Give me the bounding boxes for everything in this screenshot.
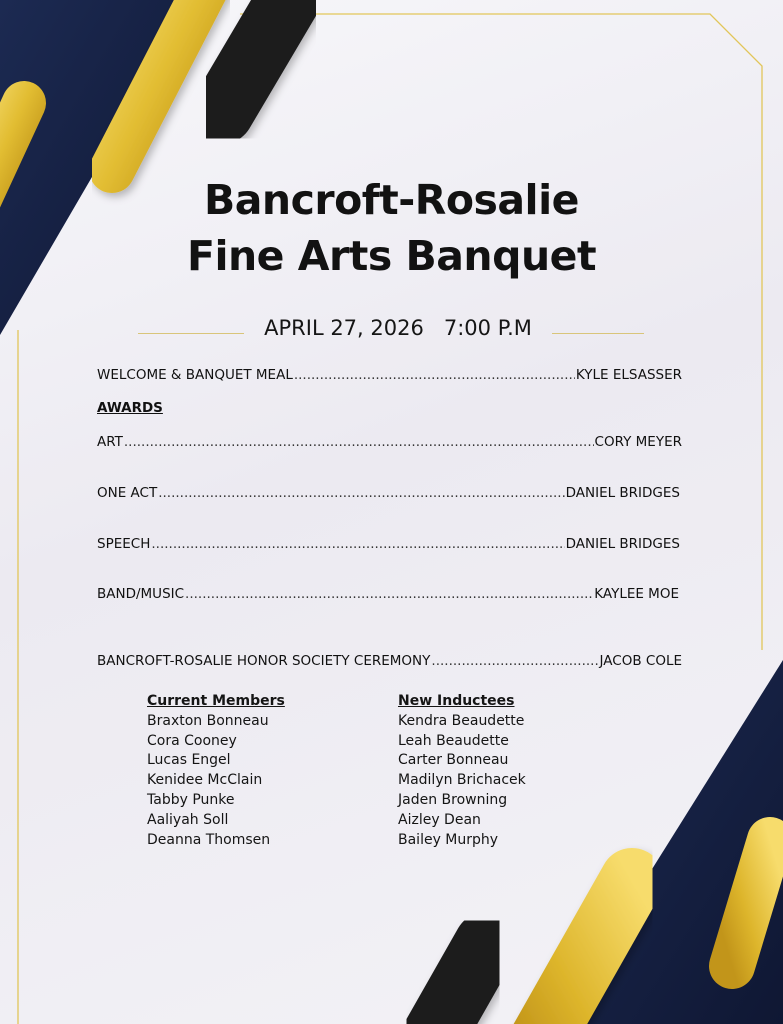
- program-item-name: DANIEL BRIDGES: [565, 536, 680, 552]
- new-inductees-list: [398, 692, 526, 850]
- new-inductees-heading: New Inductees: [398, 693, 515, 709]
- date-divider-right: [552, 333, 644, 334]
- program-item-name: KAYLEE MOE: [594, 586, 679, 602]
- program-item-name: KYLE ELSASSER: [575, 367, 682, 383]
- member-name: Tabby Punke: [147, 791, 235, 808]
- program-item-label: ART: [97, 434, 123, 450]
- program-item-name: JACOB COLE: [599, 653, 682, 669]
- current-members-heading: Current Members: [147, 693, 285, 709]
- inductee-name: Bailey Murphy: [398, 831, 499, 848]
- dot-leader: [185, 586, 593, 602]
- inductee-name: Carter Bonneau: [398, 752, 509, 769]
- member-name: Lucas Engel: [147, 752, 231, 769]
- program-item-name: DANIEL BRIDGES: [565, 485, 680, 501]
- awards-heading: AWARDS: [97, 400, 163, 416]
- program-item-name: CORY MEYER: [594, 434, 682, 450]
- program-item-label: BAND/MUSIC: [97, 586, 185, 602]
- inductee-name: Leah Beaudette: [398, 732, 509, 749]
- date-divider-left: [138, 333, 244, 334]
- date-row: [0, 316, 783, 350]
- dot-leader: [158, 485, 564, 501]
- program-row-band-music: [97, 586, 679, 602]
- program-item-label: WELCOME & BANQUET MEAL: [97, 367, 293, 383]
- member-name: Braxton Bonneau: [147, 712, 269, 729]
- title-line-2: Fine Arts Banquet: [186, 232, 597, 280]
- program-row-honor-society: [97, 653, 682, 669]
- member-name: Cora Cooney: [147, 732, 237, 749]
- title-line-1: Bancroft-Rosalie: [204, 176, 579, 224]
- member-name: Deanna Thomsen: [147, 831, 271, 848]
- inductee-name: Aizley Dean: [398, 811, 481, 828]
- program-row-art: [97, 434, 682, 450]
- program-item-label: BANCROFT-ROSALIE HONOR SOCIETY CEREMONY: [97, 653, 431, 669]
- program-row-speech: [97, 536, 680, 552]
- dot-leader: [294, 367, 575, 383]
- event-date: APRIL 27, 2026 7:00 P.M: [264, 316, 532, 340]
- dot-leader: [151, 536, 564, 552]
- member-name: Aaliyah Soll: [147, 811, 229, 828]
- program-row-welcome: [97, 367, 682, 383]
- program-row-one-act: [97, 485, 680, 501]
- current-members-list: [147, 692, 285, 850]
- inductee-name: Madilyn Brichacek: [398, 772, 526, 789]
- dot-leader: [124, 434, 594, 450]
- inductee-name: Jaden Browning: [398, 791, 508, 808]
- dot-leader: [431, 653, 598, 669]
- program-item-label: SPEECH: [97, 536, 151, 552]
- member-name: Kenidee McClain: [147, 772, 263, 789]
- program-item-label: ONE ACT: [97, 485, 158, 501]
- inductee-name: Kendra Beaudette: [398, 712, 525, 729]
